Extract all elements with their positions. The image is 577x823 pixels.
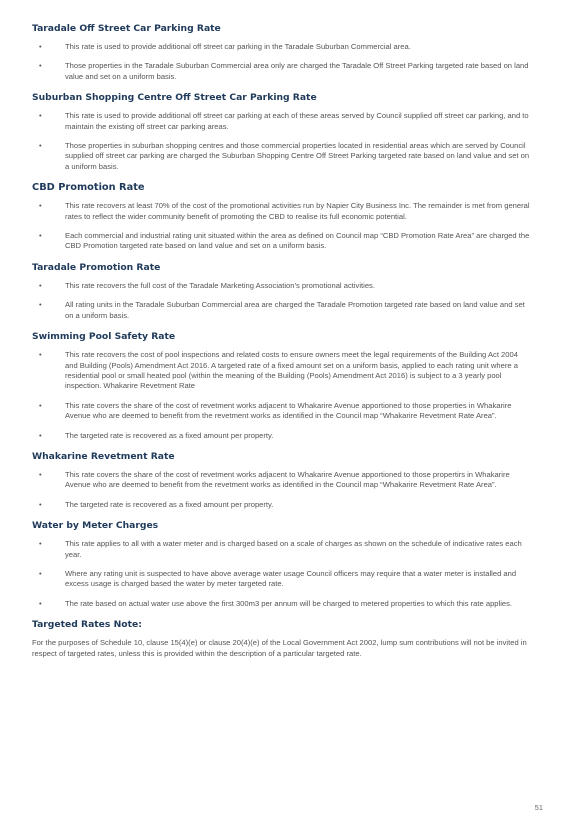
list-item-text: Each commercial and industrial rating unit situated within the area as defined on Council map “CBD Promotion Rate Area” are charged the CBD Promotion targeted rate based on land value and set on a uniform basis. [65, 231, 530, 251]
bullet-icon: • [39, 141, 42, 151]
section-heading: Water by Meter Charges [32, 520, 159, 532]
section-water-meter [32, 519, 532, 609]
bullet-list [32, 470, 532, 510]
list-item [32, 141, 532, 172]
list-item [32, 61, 532, 82]
bullet-icon: • [39, 430, 42, 440]
bullet-icon: • [39, 400, 42, 410]
section-taradale-promotion [32, 261, 532, 321]
list-item [32, 281, 532, 291]
bullet-icon: • [39, 539, 42, 549]
list-item [32, 431, 532, 441]
bullet-icon: • [39, 499, 42, 509]
list-item-text: This rate recovers the full cost of the Taradale Marketing Association’s promotional activities. [65, 280, 375, 290]
list-item-text: This rate recovers at least 70% of the cost of the promotional activities run by Napier City Business Inc. The remainder is met from general rates to reflect the wider community benefit of promoting the CBD to realise its full economic potential. [65, 201, 530, 221]
bullet-icon: • [39, 469, 42, 479]
section-heading: Suburban Shopping Centre Off Street Car Parking Rate [32, 92, 317, 104]
section-whakarine-revetment [32, 450, 532, 510]
list-item [32, 539, 532, 560]
list-item [32, 42, 532, 52]
bullet-list [32, 111, 532, 172]
section-heading: Whakarine Revetment Rate [32, 450, 175, 462]
list-item-text: The rate based on actual water use above the first 300m3 per annum will be charged to metered properties to which this rate applies. [65, 598, 513, 608]
section-suburban-parking [32, 91, 532, 172]
list-item [32, 599, 532, 609]
bullet-list [32, 539, 532, 609]
bullet-icon: • [39, 350, 42, 360]
list-item-text: This rate recovers the cost of pool inspections and related costs to ensure owners meet the legal requirements of the Building Act 2004 and Building (Pools) Amendment Act 2016. A targeted rate of a fixed amount set on a uniform basis, applied to each rating unit where a residential pool or small heated pool (within the meaning of the Building (Pools) Amendment Act 2016) is subject to a 3 yearly pool inspection. Whakarire Revetment Rate [65, 350, 518, 391]
section-heading: Taradale Off Street Car Parking Rate [32, 23, 221, 34]
bullet-list [32, 350, 532, 441]
list-item-text: Those properties in suburban shopping centres and those commercial properties located in residential areas which are served by Council supplied off street car parking are charged the Suburban Shopping Centre Off Street Parking targeted rate based on land value and set on a uniform basis. [65, 141, 530, 171]
list-item [32, 401, 532, 422]
bullet-icon: • [39, 61, 42, 71]
list-item-text: The targeted rate is recovered as a fixed amount per property. [65, 430, 274, 440]
list-item-text: This rate applies to all with a water meter and is charged based on a scale of charges as shown on the schedule of indicative rates each year. [65, 539, 522, 559]
list-item [32, 231, 532, 252]
bullet-icon: • [39, 201, 42, 211]
list-item-text: Where any rating unit is suspected to have above average water usage Council officers may require that a water meter is installed and excess usage is charged based the water by meter targeted rate. [65, 568, 517, 589]
list-item-text: This rate is used to provide additional off street car parking at each of these areas served by Council supplied off street car parking, and to maintain the existing off street car parking areas. [65, 111, 529, 131]
section-taradale-parking [32, 22, 532, 82]
bullet-icon: • [39, 231, 42, 241]
list-item-text: This rate covers the share of the cost of revetment works adjacent to Whakarire Avenue apportioned to those properties in Whakarire Avenue who are deemed to benefit from the revetment works as identified in the Council map “Whakarire Revetment Rate Area”. [65, 400, 512, 421]
bullet-icon: • [39, 598, 42, 608]
list-item-text: The targeted rate is recovered as a fixed amount per property. [65, 499, 274, 509]
list-item [32, 500, 532, 510]
list-item-text: This rate is used to provide additional off street car parking in the Taradale Suburban Commercial area. [65, 42, 411, 51]
section-heading: Targeted Rates Note: [32, 619, 142, 631]
section-heading: CBD Promotion Rate [32, 182, 145, 194]
bullet-list [32, 281, 532, 321]
list-item [32, 300, 532, 321]
bullet-icon: • [39, 280, 42, 290]
list-item [32, 569, 532, 590]
bullet-icon: • [39, 42, 42, 51]
section-heading: Taradale Promotion Rate [32, 261, 161, 273]
list-item [32, 111, 532, 132]
section-targeted-rates-note [32, 618, 532, 659]
section-swimming-pool [32, 330, 532, 441]
note-text: For the purposes of Schedule 10, clause 15(4)(e) or clause 20(4)(e) of the Local Government Act 2002, lump sum contributions will not be invited in respect of targeted rates, unless this is provided within the description of a particular targeted rate. [32, 638, 527, 658]
page-number: 51 [534, 803, 543, 812]
list-item [32, 350, 532, 392]
section-heading: Swimming Pool Safety Rate [32, 331, 176, 343]
bullet-list [32, 201, 532, 252]
document-page [32, 22, 532, 659]
bullet-icon: • [39, 111, 42, 121]
list-item [32, 201, 532, 222]
bullet-icon: • [39, 300, 42, 310]
bullet-icon: • [39, 568, 42, 578]
bullet-list [32, 42, 532, 82]
section-cbd-promotion [32, 181, 532, 252]
list-item-text: This rate covers the share of the cost of revetment works adjacent to Whakarire Avenue apportioned to those propertirs in Whakarire Avenue who are deemed to benefit from the revetment works as identified in the Council map “Whakarire Revetment Rate Area”. [65, 469, 510, 490]
list-item [32, 470, 532, 491]
list-item-text: Those properties in the Taradale Suburban Commercial area only are charged the Taradale Off Street Parking targeted rate based on land value and set on a uniform basis. [65, 61, 529, 81]
list-item-text: All rating units in the Taradale Suburban Commercial area are charged the Taradale Promotion targeted rate based on land value and set on a uniform basis. [65, 300, 525, 320]
